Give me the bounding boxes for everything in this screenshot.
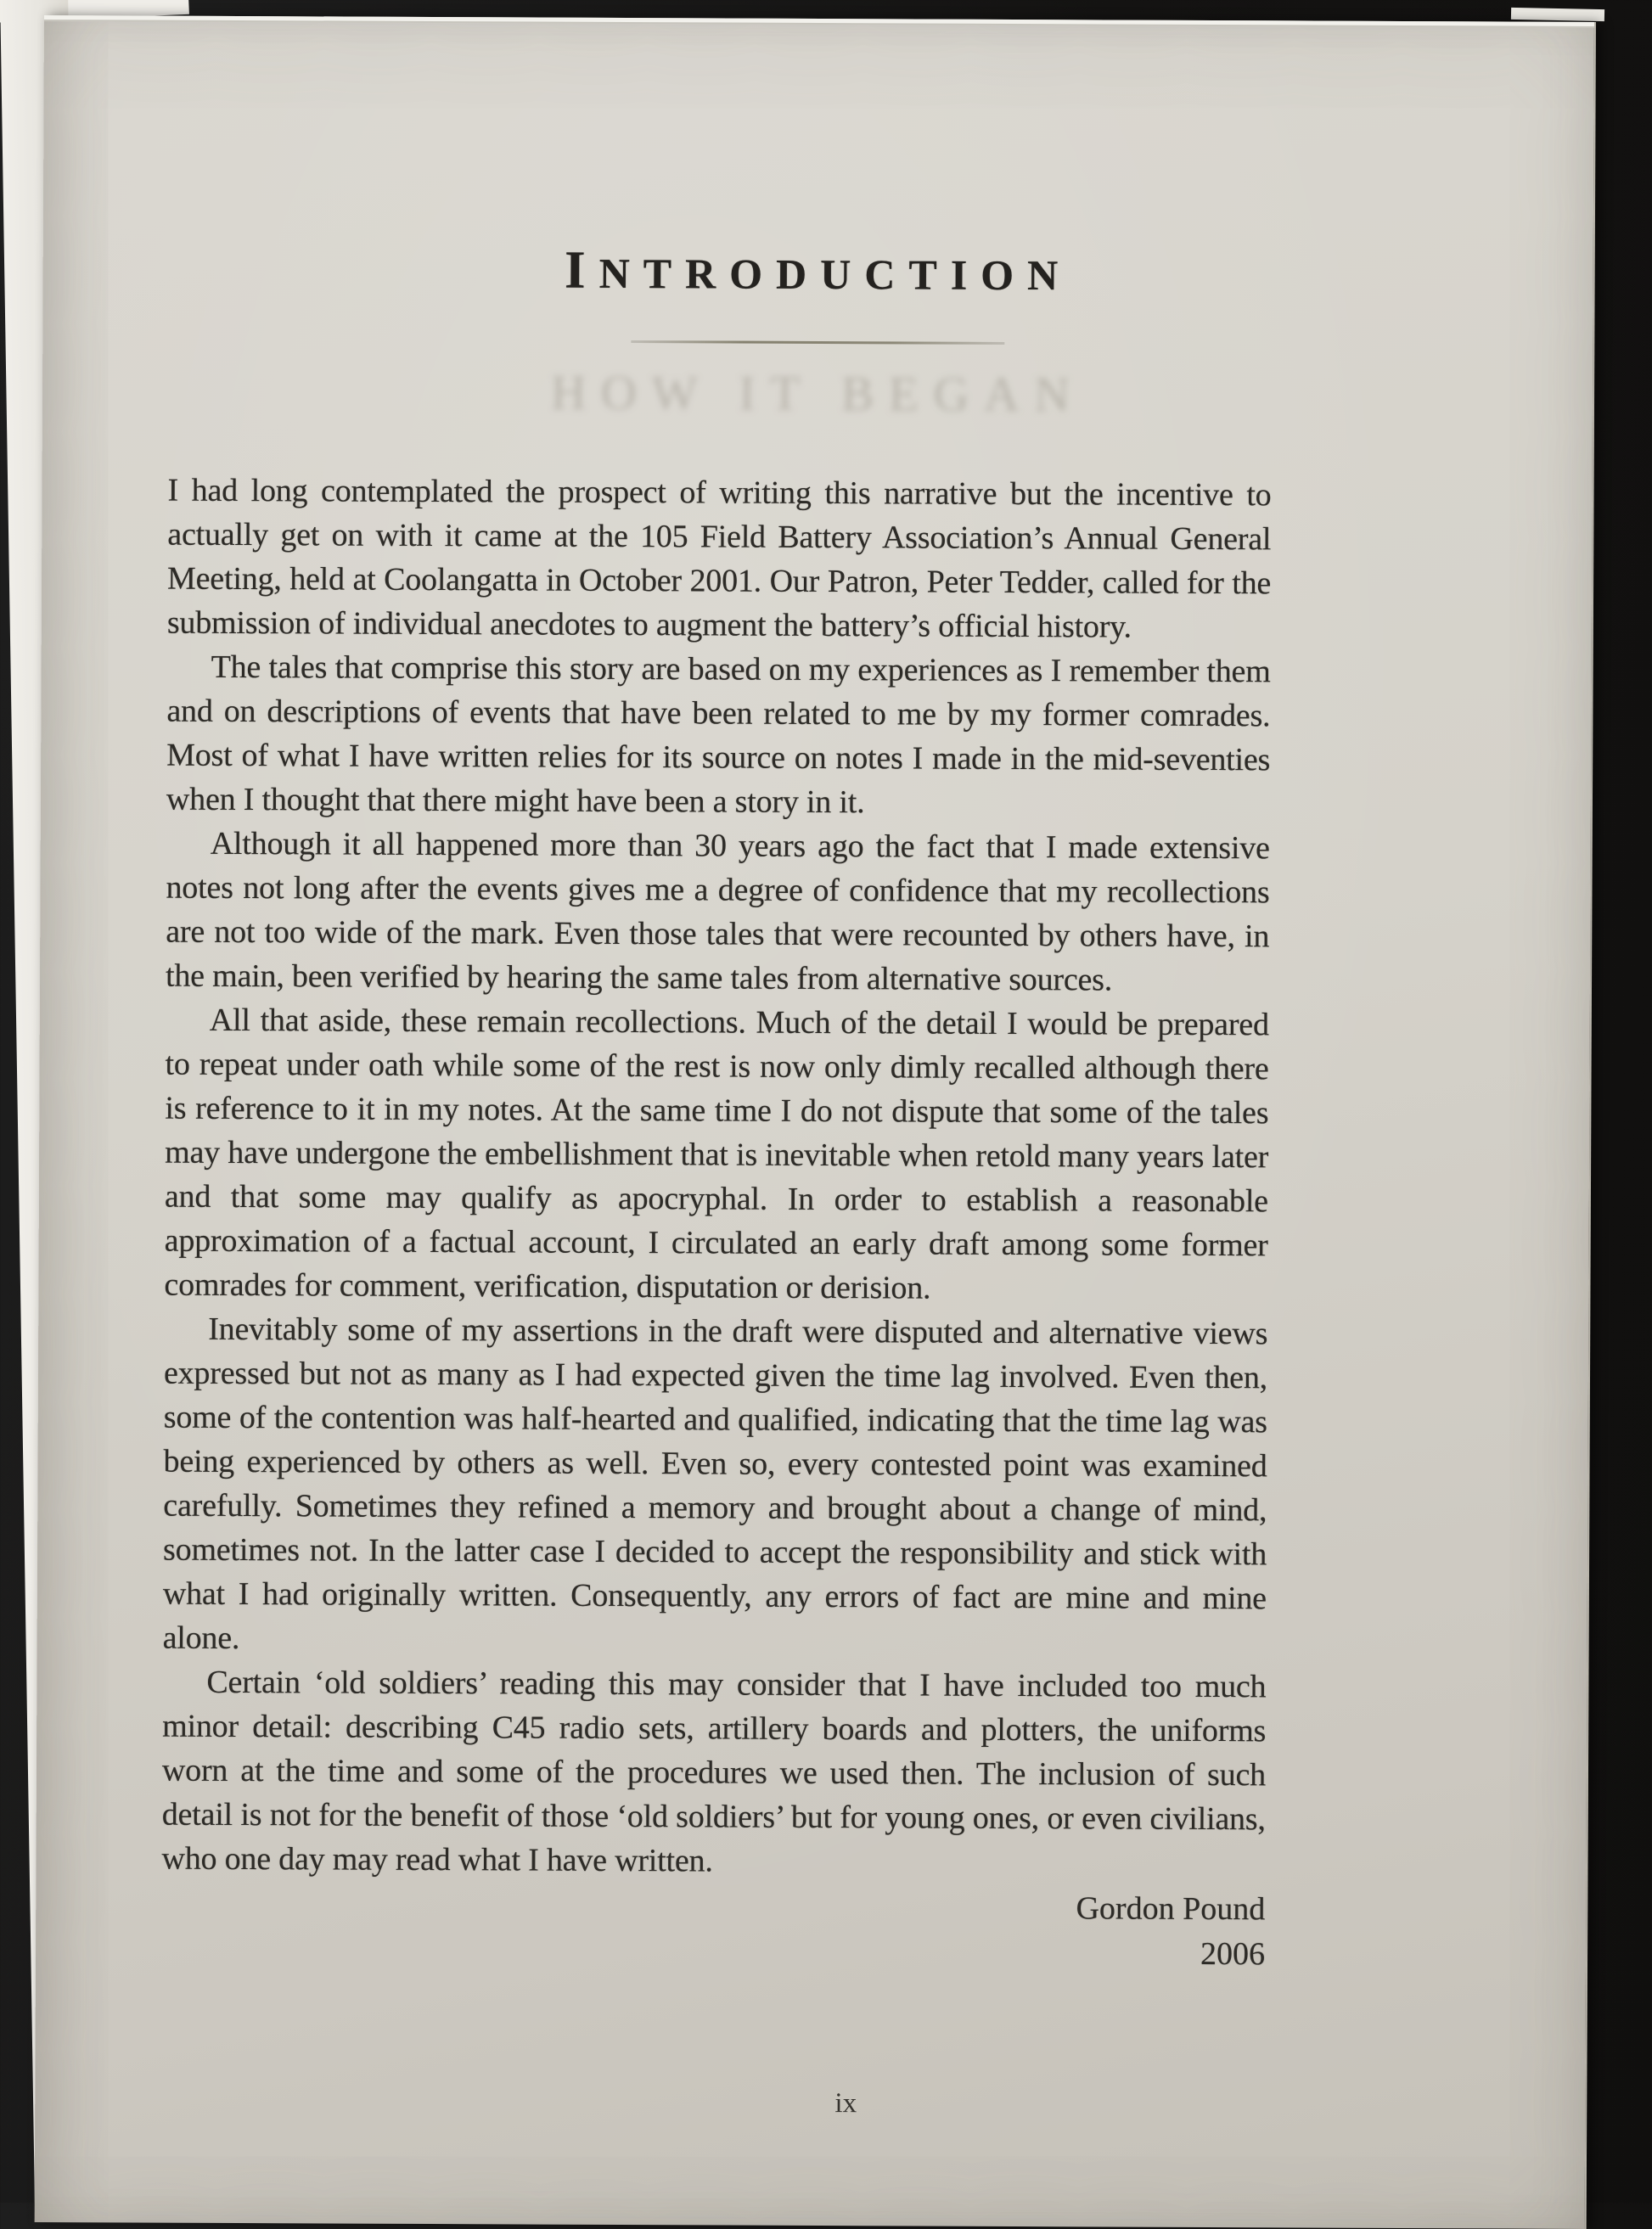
book-page xyxy=(35,15,1596,2229)
page-top-edge-highlight xyxy=(44,15,1594,28)
paragraph: I had long contemplated the prospect of writing this narrative but the incentive to actually get on with it came at the 105 Field Battery Association’s Annual General Meeting, held at Coolangatta in October 2001. Our Patron, Peter Tedder, called for the submission of individual anecdotes to augment the battery’s official history. xyxy=(166,472,1272,645)
top-right-page-corner xyxy=(1511,8,1604,21)
paragraph: Inevitably some of my assertions in the draft were disputed and alternative views expressed but not as many as I had expected given the time lag involved. Even then, some of the contention was half-hearted and qualified, indicating that the time lag was being experienced by others as well. Even so, every contested point was examined carefully. Sometimes they refined a memory and brought about a change of mind, sometimes not. In the latter case I decided to accept the responsibility and stick with what I had originally written. Consequently, any errors of fact are mine and mine alone. xyxy=(162,1311,1268,1657)
signature-block xyxy=(161,1883,1265,1978)
signature-year: 2006 xyxy=(1200,1935,1266,1973)
chapter-title: INTRODUCTION xyxy=(564,239,1072,300)
ghost-showthrough-text: HOW IT BEGAN xyxy=(550,364,1085,423)
paragraph: Certain ‘old soldiers’ reading this may consider that I have included too much minor detail: describing C45 radio sets, artillery boards and plotters, the uniforms worn at the time and some of the procedures we used then. The inclusion of such detail is not for the benefit of those ‘old soldiers’ but for young ones, or even civilians, who one day may read what I have written. xyxy=(161,1664,1267,1879)
title-rule xyxy=(631,340,1004,345)
paragraph: Although it all happened more than 30 years ago the fact that I made extensive notes not long after the events gives me a degree of confidence that my recollections are not too wide of the mark. Even those tales that were recounted by others have, in the main, been verified by hearing the same tales from alternative sources. xyxy=(165,825,1270,998)
body-text xyxy=(161,469,1271,1886)
page-number: ix xyxy=(834,2088,857,2120)
paragraph: The tales that comprise this story are based on my experiences as I remember them and on descriptions of events that have been related to me by my former comrades. Most of what I have written relies for its source on notes I made in the mid-seventies when I thought that there might have been a story in it. xyxy=(166,648,1271,821)
signature-name: Gordon Pound xyxy=(1076,1890,1266,1928)
paragraph: All that aside, these remain recollections. Much of the detail I would be prepared to repeat under oath while some of the rest is now only dimly recalled although there is reference to it in my notes. At the same time I do not dispute that some of the tales may have undergone the embellishment that is inevitable when retold many years later and that some may qualify as apocryphal. In order to establish a reasonable approximation of a factual account, I circulated an early draft among some former comrades for comment, verification, disputation or derision. xyxy=(164,1002,1269,1306)
